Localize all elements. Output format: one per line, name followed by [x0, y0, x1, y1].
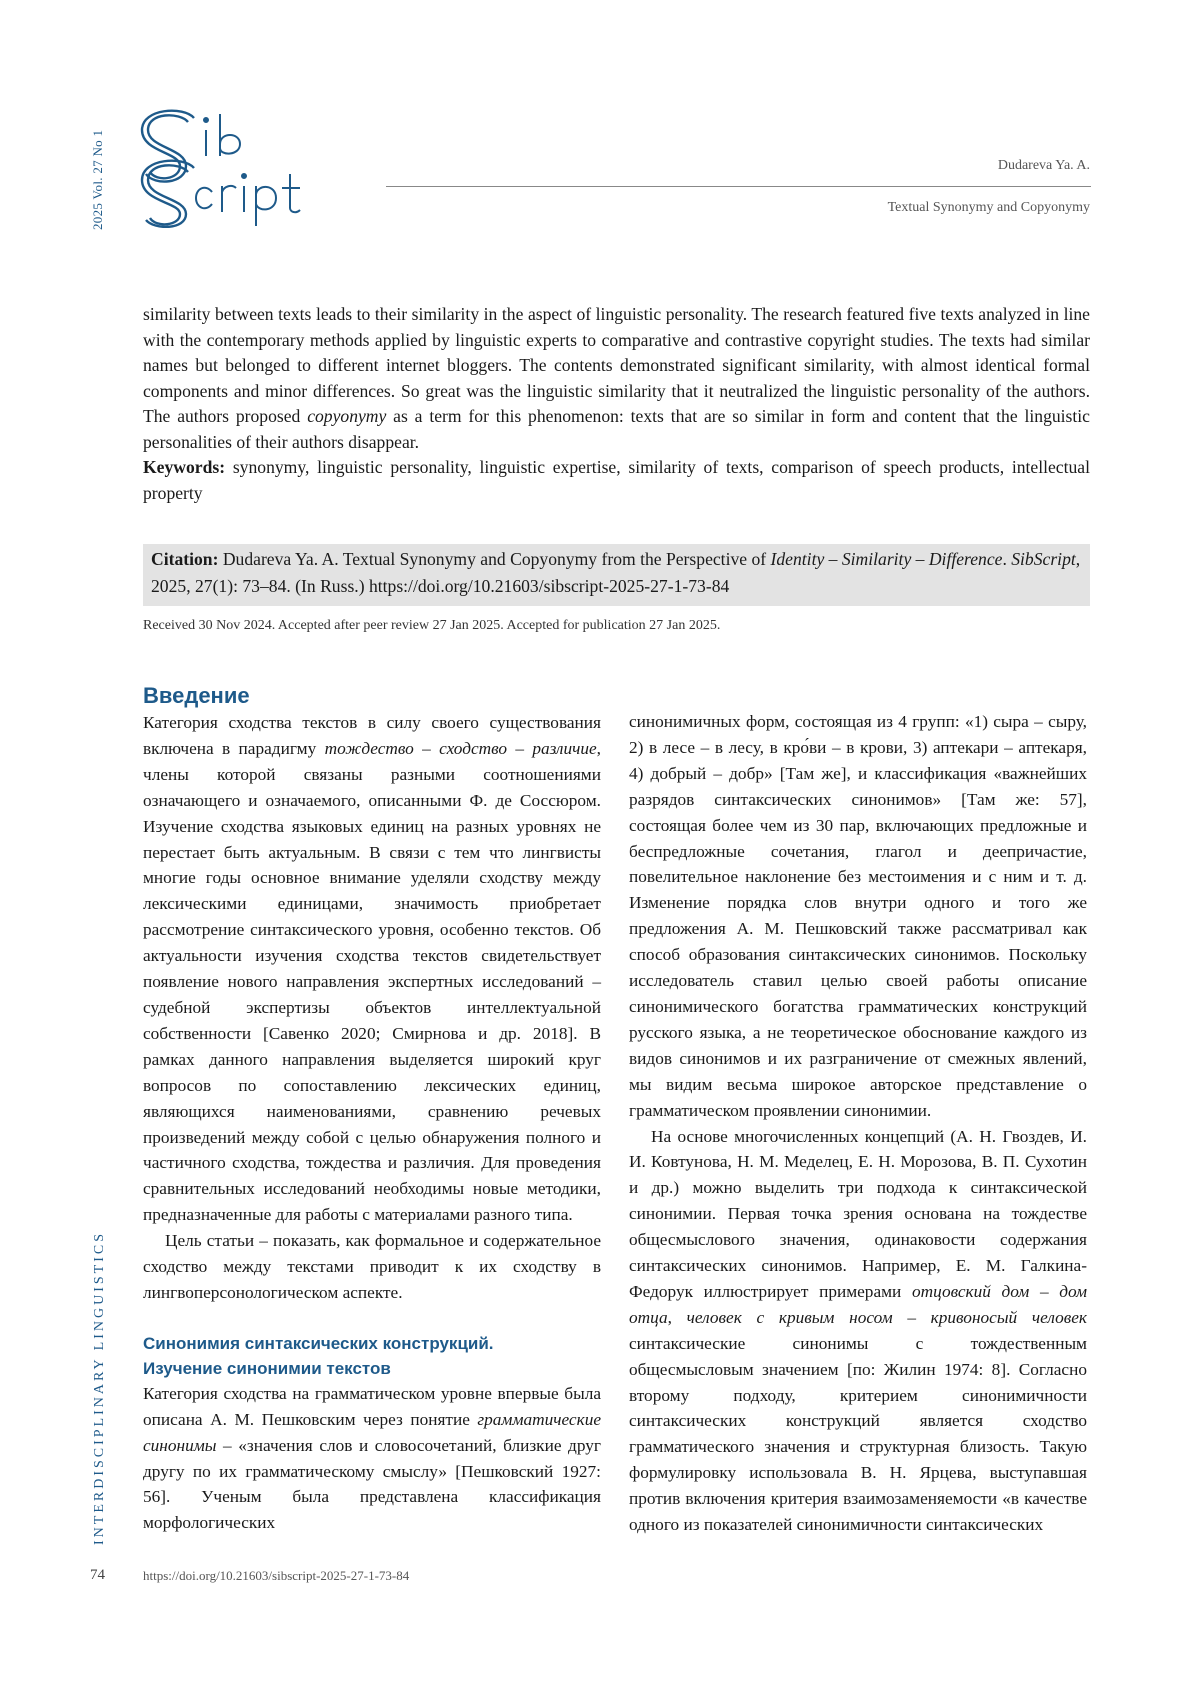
keywords: [143, 455, 1090, 506]
citation-doi[interactable]: , 2025, 27(1): 73–84. (In Russ.) https://doi.org/10.21603/sibscript-2025-27-1-73-84: [151, 549, 1081, 596]
heading-line-2: Изучение синонимии текстов: [143, 1358, 391, 1378]
spacer: [143, 1306, 601, 1331]
intro-paragraph-1: [143, 710, 601, 1228]
sibscript-logo: [140, 108, 350, 228]
citation-text: Dudareva Ya. A. Textual Synonymy and Copyonymy from the Perspective of: [218, 549, 771, 569]
citation-sep: .: [1002, 549, 1012, 569]
citation-italic-title: Identity – Similarity – Difference: [770, 549, 1003, 569]
page-number: 74: [90, 1567, 105, 1583]
received-dates: Received 30 Nov 2024. Accepted after peer review 27 Jan 2025. Accepted for publication 27 Jan 2025.: [143, 618, 721, 633]
keywords-list: synonymy, linguistic personality, linguistic expertise, similarity of texts, comparison of speech products, intellectual property: [143, 457, 1090, 503]
right-sep: ,: [667, 1307, 687, 1327]
abstract: [143, 302, 1090, 506]
intro-italic: тождество – сходство – различие: [324, 738, 597, 758]
citation-box: [143, 544, 1090, 606]
right-italic-1: отцовский дом – дом отца: [629, 1281, 1088, 1327]
volume-side-label: 2025 Vol. 27 No 1: [90, 129, 105, 230]
citation-journal: SibScript: [1011, 549, 1076, 569]
synonymy-italic: грамматические синонимы: [143, 1409, 601, 1455]
section-heading-intro: Введение: [143, 683, 250, 708]
heading-line-1: Синонимия синтаксических конструкций.: [143, 1333, 494, 1353]
header-rule: [386, 186, 1091, 187]
footer-doi-link[interactable]: https://doi.org/10.21603/sibscript-2025-27-1-73-84: [143, 1568, 410, 1583]
citation-label: Citation:: [151, 549, 219, 569]
right-paragraph-1: синонимичных форм, состоящая из 4 групп: «1) сыра – сыру, 2) в лесе – в лесу, в кро́ви – в крови, 3) аптекари – аптекаря, 4) добрый – добр» [Там же], и классификация «важнейших разрядов синтаксических синонимов» [Там же: 57], состоящая более чем из 30 пар, включающих предложные и беспредложные сочетания, глагол и деепричастие, повелительное наклонение без местоимения и с ним и т. д. Изменение порядка слов внутри одного и того же предложения А. М. Пешковский также рассматривал как способ образования синтаксических синонимов. Поскольку исследователь ставил целью своей работы описание синонимического богатства грамматических конструкций русского языка, а не теоретическое обоснование каждого из видов синонимов и их разграничение от смежных явлений, мы видим весьма широкое авторское представление о грамматическом проявлении синонимии.: [629, 712, 1087, 1120]
header-author: Dudareva Ya. A.: [997, 158, 1090, 173]
abstract-term: copyonymy: [307, 406, 387, 426]
abstract-text: similarity between texts leads to their similarity in the aspect of linguistic personality. The research featured five texts analyzed in line with the contemporary methods applied by linguistic experts to comparative and contrastive copyright studies. The texts had similar names but belonged to different internet bloggers. The contents demonstrated significant similarity, with almost identical formal components and minor differences. So great was the linguistic similarity that it neutralized the linguistic personality of the authors. The authors proposed: [143, 304, 1090, 426]
right-text-cont: синтаксические синонимы с тождественным общесмысловым значением [по: Жилин 1974: 8]. Согласно второму подходу, критерием синонимичности синтаксических конструкций является сходство грамматического значения и структурная близость. Такую формулировку использовала В. Н. Ярцева, выступавшая против включения критерия взаимозаменяемости «в качестве одного из показателей синонимичности синтаксических: [629, 1333, 1087, 1535]
section-heading-synonymy: [143, 1331, 601, 1381]
intro-text-cont: , члены которой связаны разными соотношениями означающего и означаемого, описанными Ф. де Соссюром. Изучение сходства языковых единиц на разных уровнях не перестает быть актуальным. В связи с тем что лингвисты многие годы основное внимание уделяли сходству между лексическими единицами, значимость приобретает рассмотрение синтаксического уровня, особенно текстов. Об актуальности изучения сходства текстов свидетельствует появление нового направления экспертных исследований – судебной экспертизы объектов интеллектуальной собственности [Савенко 2020; Смирнова и др. 2018]. В рамках данного направления выделяется широкий круг вопросов по сопоставлению лексических единиц, являющихся наименованиями, сравнению речевых произведений между собой с целью обнаружения полного и частичного сходства, тождества и различия. Для проведения сравнительных исследований необходимы новые методики, предназначенные для работы с материалами разного типа.: [143, 738, 601, 1225]
right-column: [629, 709, 1087, 1538]
abstract-paragraph: [143, 302, 1090, 455]
right-text: На основе многочисленных концепций (А. Н. Гвоздев, И. И. Ковтунова, Н. М. Меделец, Е. Н. Морозова, В. П. Сухотин и др.) можно выделить три подхода к синтаксической синонимии. Первая точка зрения основана на тождестве общесмыслового значения, одинаковости содержания синтаксических синонимов. Например, Е. М. Галкина-Федорук иллюстрирует примерами: [629, 1126, 1087, 1301]
abstract-text-end: as a term for this phenomenon: texts that are so similar in form and content that the linguistic personalities of their authors disappear.: [143, 406, 1090, 452]
synonymy-text-cont: – «значения слов и словосочетаний, близкие друг другу по их грамматическому смыслу» [Пешковский 1927: 56]. Ученым была представлена классификация морфологических: [143, 1435, 601, 1533]
intro-paragraph-2: Цель статьи – показать, как формальное и содержательное сходство между текстами приводит к их сходству в лингвоперсонологическом аспекте.: [143, 1231, 601, 1302]
section-side-label: INTERDISCIPLINARY LINGUISTICS: [92, 1231, 107, 1545]
left-column: [143, 682, 601, 1536]
right-paragraph-2: [629, 1124, 1087, 1539]
keywords-label: Keywords:: [143, 457, 226, 477]
right-italic-2: человек с кривым носом – кривоносый человек: [686, 1307, 1088, 1327]
intro-text: Категория сходства текстов в силу своего существования включена в парадигму: [143, 713, 601, 758]
synonymy-paragraph-1: [143, 1381, 601, 1536]
synonymy-text: Категория сходства на грамматическом уровне впервые была описана А. М. Пешковским через понятие: [143, 1383, 601, 1429]
header-title: Textual Synonymy and Copyonymy: [887, 200, 1090, 215]
